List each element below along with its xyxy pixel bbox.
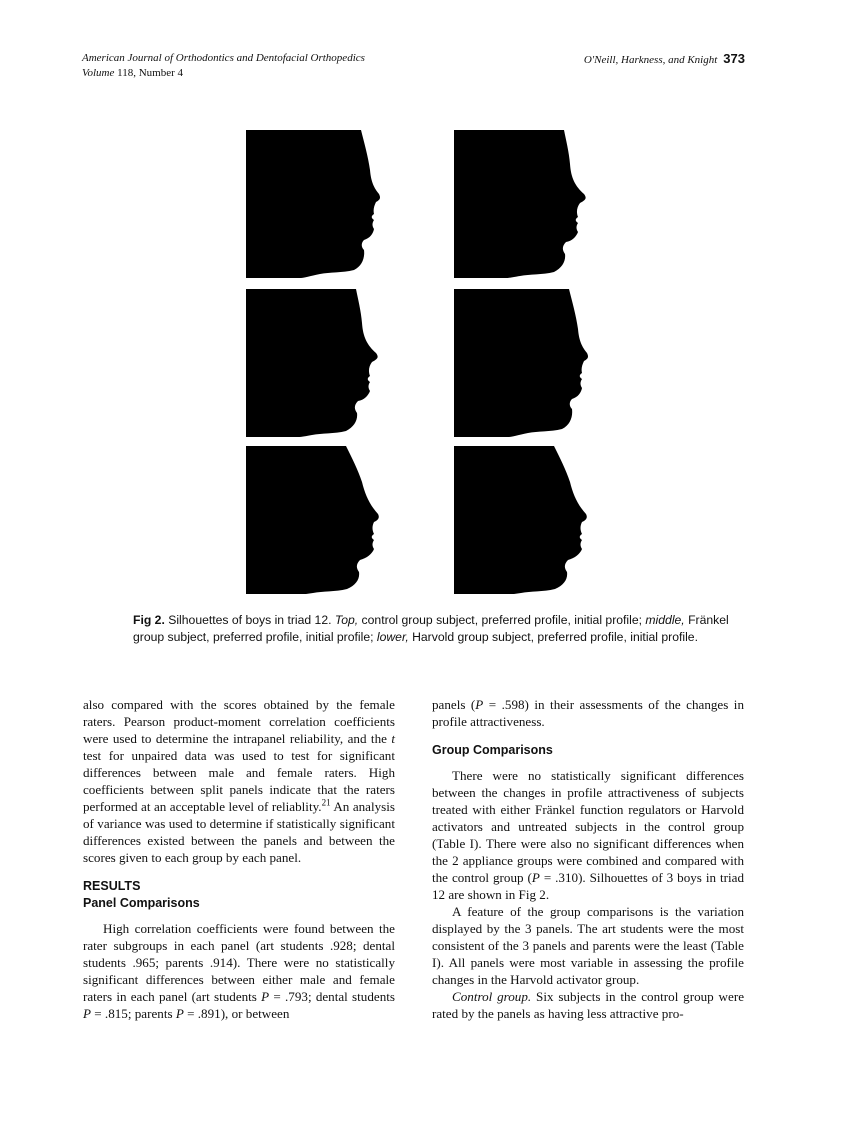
- volume-number: 118, Number 4: [117, 67, 184, 79]
- subsection-heading-panel: Panel Comparisons: [83, 896, 200, 910]
- running-header-left: [82, 51, 365, 81]
- figure-silhouettes: [246, 130, 580, 596]
- author-names: O'Neill, Harkness, and Knight: [583, 54, 718, 66]
- page-number: 373: [723, 51, 745, 66]
- silhouette-control-preferred: [246, 130, 381, 278]
- reference-marker: 21: [321, 797, 331, 808]
- paragraph: High correlation coefficients were found between the rater subgroups in each panel (art students .928; dental students .965; parents .914). There were no statistically significant differences between either male and female raters in each panel (art students P = .793; dental students P = .815; parents P = .891), or between: [83, 921, 395, 1021]
- paragraph: also compared with the scores obtained by the female raters. Pearson product-moment correlation coefficients were used to determine the intrapanel reliability, and the t test for unpaired data was used to test for significant differences between male and female raters. High coefficients between split panels indicate that the raters performed at an acceptable level of reliablity.$^{21}$ An analysis of variance was used to determine if statistically significant differences existed between the panels and between the scores given to each group by each panel.: [83, 697, 396, 865]
- journal-title: American Journal of Orthodontics and Dentofacial Orthopedics: [82, 52, 365, 64]
- body-column-right: [432, 696, 744, 1022]
- paragraph: A feature of the group comparisons is the variation displayed by the 3 panels. The art students were the most consistent of the 3 panels and parents were the least (Table I). All panels were most variable in assessing the profile changes in the Harvold activator group.: [432, 904, 744, 987]
- figure-caption: Fig 2. Silhouettes of boys in triad 12. Top, control group subject, preferred profile, initial profile; middle, Fränkel group subject, preferred profile, initial profile; lower, Harvold group subject, preferred profile, initial profile.: [133, 613, 729, 644]
- body-column-left: [83, 696, 395, 1022]
- section-heading-results: RESULTS: [83, 879, 141, 893]
- paragraph: panels (P = .598) in their assessments of the changes in profile attractiveness.: [432, 697, 744, 729]
- volume-info: Volume 118, Number 4: [82, 67, 184, 79]
- silhouette-harvold-initial: [454, 446, 589, 594]
- paragraph: There were no statistically significant differences between the changes in profile attractiveness of subjects treated with either Fränkel function regulators or Harvold activators and untreated subjects in the control group (Table I). There were also no significant differences when the 2 appliance groups were combined and compared with the control group (P = .310). Silhouettes of 3 boys in triad 12 are shown in Fig 2.: [432, 768, 744, 902]
- paragraph: Control group. Six subjects in the control group were rated by the panels as having less attractive pro-: [432, 989, 745, 1021]
- running-header-right: [584, 51, 745, 68]
- silhouette-control-initial: [454, 130, 589, 278]
- subsection-heading-group: Group Comparisons: [432, 743, 553, 757]
- silhouette-frankel-initial: [454, 289, 589, 437]
- silhouette-frankel-preferred: [246, 289, 381, 437]
- silhouette-harvold-preferred: [246, 446, 381, 594]
- figure-label: Fig 2.: [133, 613, 165, 627]
